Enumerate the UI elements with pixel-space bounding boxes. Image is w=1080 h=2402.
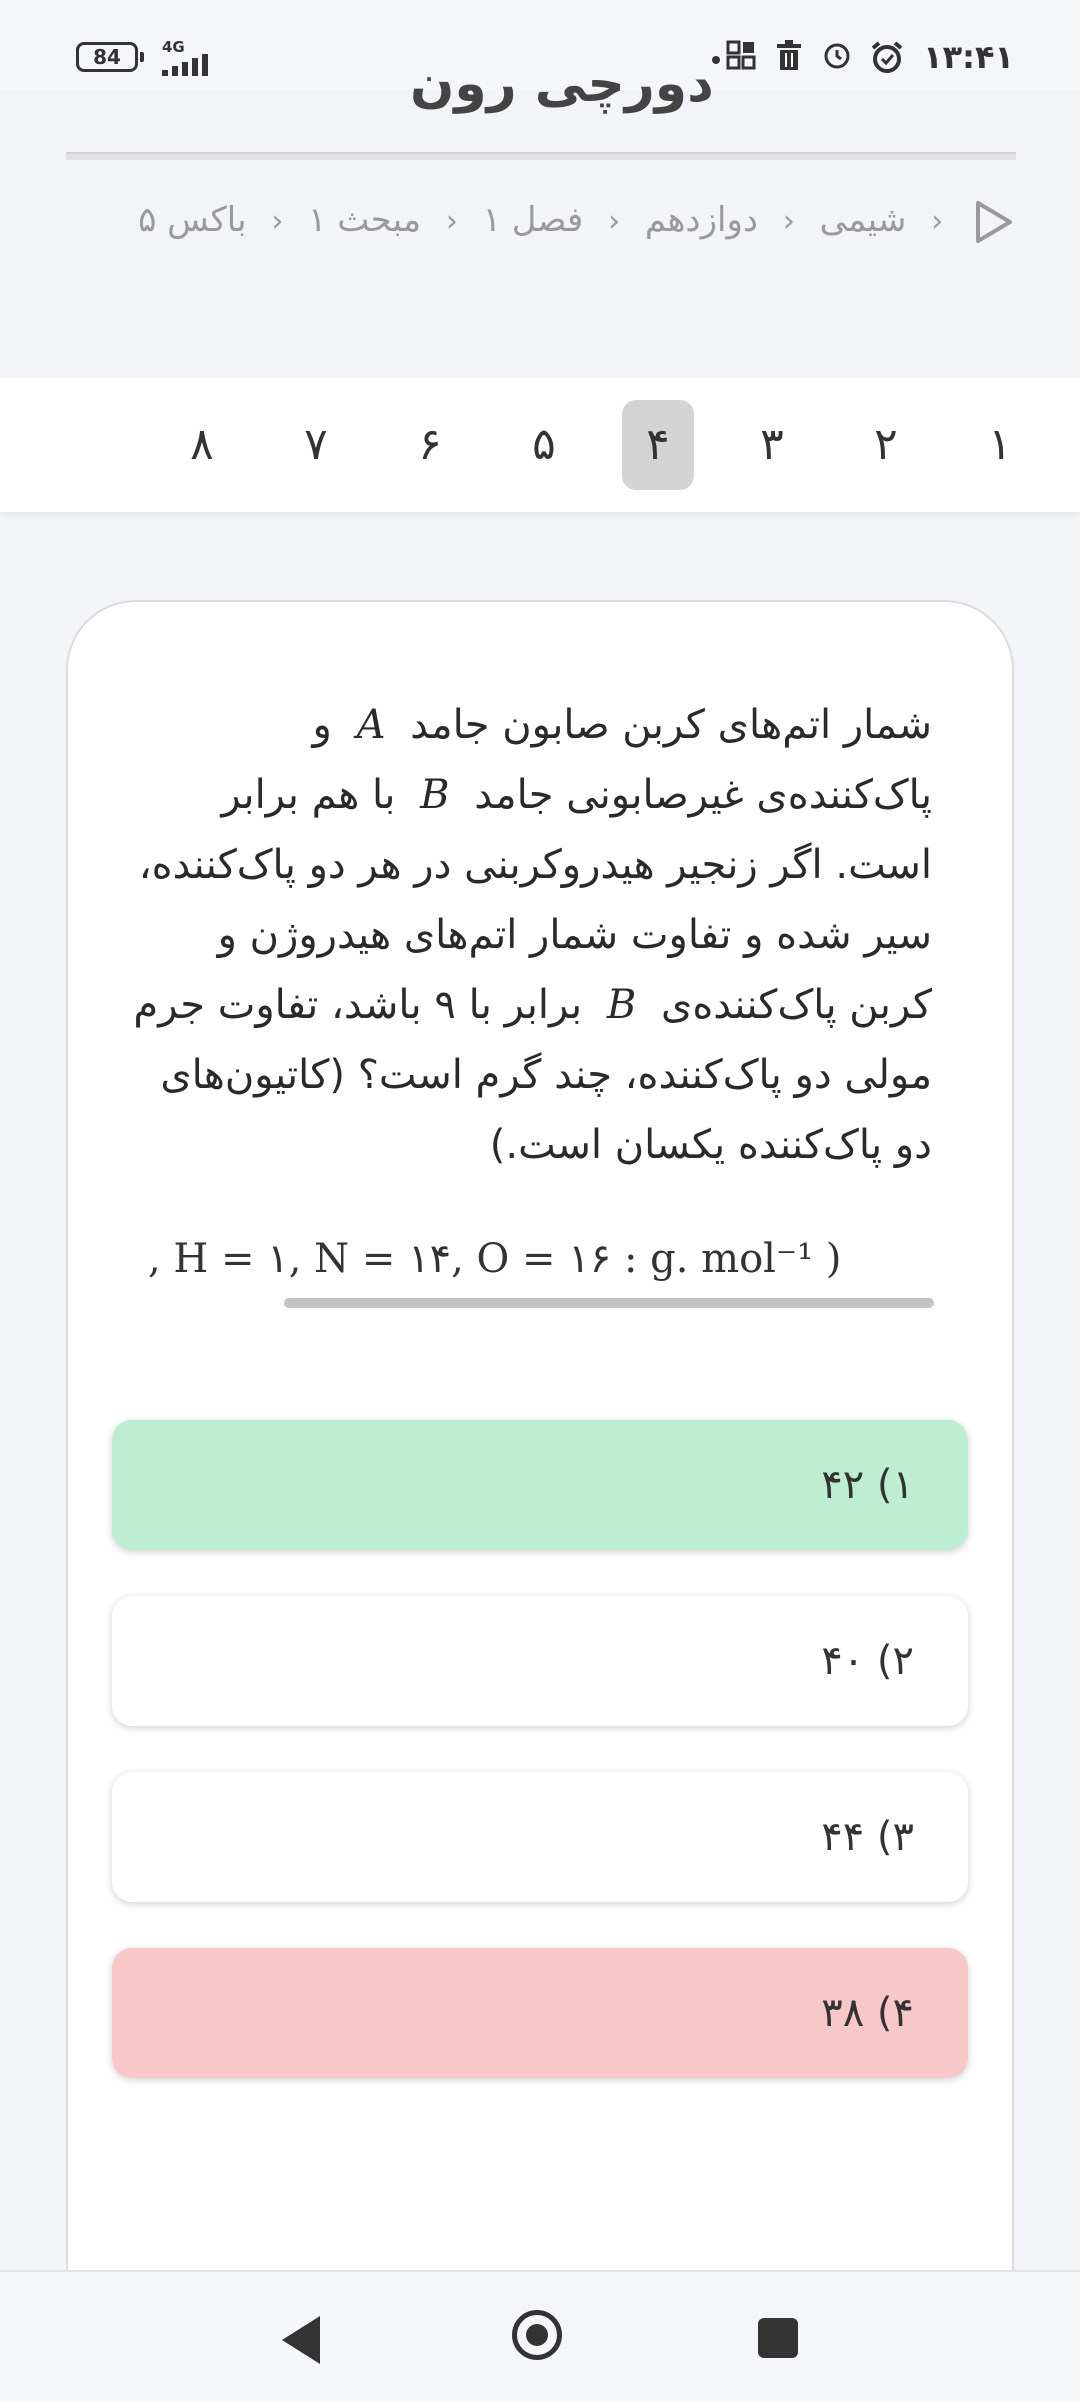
clock: ۱۳:۴۱ bbox=[923, 38, 1014, 76]
qr-grid-icon bbox=[726, 40, 756, 70]
chevron-left-icon: ‹ bbox=[931, 204, 944, 239]
tab-question-4[interactable]: ۴ bbox=[622, 400, 694, 490]
answer-option-2[interactable]: ۲) ۴۰ bbox=[112, 1596, 968, 1726]
variable-b: B bbox=[606, 982, 637, 1028]
chevron-left-icon: ‹ bbox=[608, 204, 621, 239]
tab-question-7[interactable]: ۷ bbox=[304, 419, 328, 470]
home-icon[interactable] bbox=[512, 2310, 562, 2360]
breadcrumb-item-grade[interactable]: دوازدهم bbox=[644, 200, 758, 240]
chevron-left-icon: ‹ bbox=[271, 204, 284, 239]
alarm-icon bbox=[822, 40, 852, 70]
answer-option-3[interactable]: ۳) ۴۴ bbox=[112, 1772, 968, 1902]
recent-apps-icon[interactable] bbox=[758, 2318, 798, 2358]
chevron-left-icon: ‹ bbox=[782, 204, 795, 239]
page-title: دورچی رون bbox=[0, 90, 1080, 152]
breadcrumb bbox=[66, 190, 1014, 252]
signal-icon bbox=[162, 54, 228, 76]
atomic-mass-formula: , H = ۱, N = ۱۴, O = ۱۶ : g. mol⁻¹ ) bbox=[148, 1236, 842, 1282]
tab-question-3[interactable]: ۳ bbox=[760, 419, 784, 470]
answer-option-4[interactable]: ۴) ۳۸ bbox=[112, 1948, 968, 2078]
variable-b: B bbox=[420, 772, 450, 818]
tab-question-2[interactable]: ۲ bbox=[874, 419, 898, 470]
breadcrumb-item-topic[interactable]: مبحث ۱ bbox=[308, 200, 422, 240]
back-icon[interactable] bbox=[282, 2316, 320, 2364]
network-type: 4G bbox=[162, 38, 185, 56]
header-divider bbox=[66, 152, 1016, 160]
system-nav-bar bbox=[0, 2270, 1080, 2402]
tab-question-8[interactable]: ۸ bbox=[190, 419, 214, 470]
tab-question-1[interactable]: ۱ bbox=[988, 419, 1012, 470]
play-icon[interactable] bbox=[974, 200, 1014, 244]
variable-a: A bbox=[356, 702, 386, 748]
horizontal-scrollbar[interactable] bbox=[284, 1298, 934, 1308]
tab-question-6[interactable]: ۶ bbox=[418, 419, 442, 470]
answer-option-1[interactable]: ۱) ۴۲ bbox=[112, 1420, 968, 1550]
tab-question-5[interactable]: ۵ bbox=[532, 419, 556, 470]
breadcrumb-item-chapter[interactable]: فصل ۱ bbox=[482, 200, 584, 240]
breadcrumb-item-subject[interactable]: شیمی bbox=[819, 200, 907, 240]
delete-icon bbox=[774, 40, 804, 70]
battery-indicator: 84 bbox=[76, 42, 138, 72]
question-text: شمار اتم‌های کربن صابون جامد A و پاک‌کننده‌ی غیرصابونی جامد B با هم برابر است. اگر زنجیر هیدروکربنی در هر دو پاک‌کننده، سیر شده و تفاوت شمار اتم‌های هیدروژن و کربن پاک‌کننده‌ی B برابر با ۹ باشد، تفاوت جرم مولی دو پاک‌کننده، چند گرم است؟ (کاتیون‌های دو پاک‌کننده یکسان است.) bbox=[133, 702, 932, 1168]
question-tabs bbox=[0, 378, 1080, 512]
breadcrumb-item-box[interactable]: باکس ۵ bbox=[138, 200, 247, 240]
alarm-clock-icon bbox=[870, 40, 900, 70]
chevron-left-icon: ‹ bbox=[445, 204, 458, 239]
